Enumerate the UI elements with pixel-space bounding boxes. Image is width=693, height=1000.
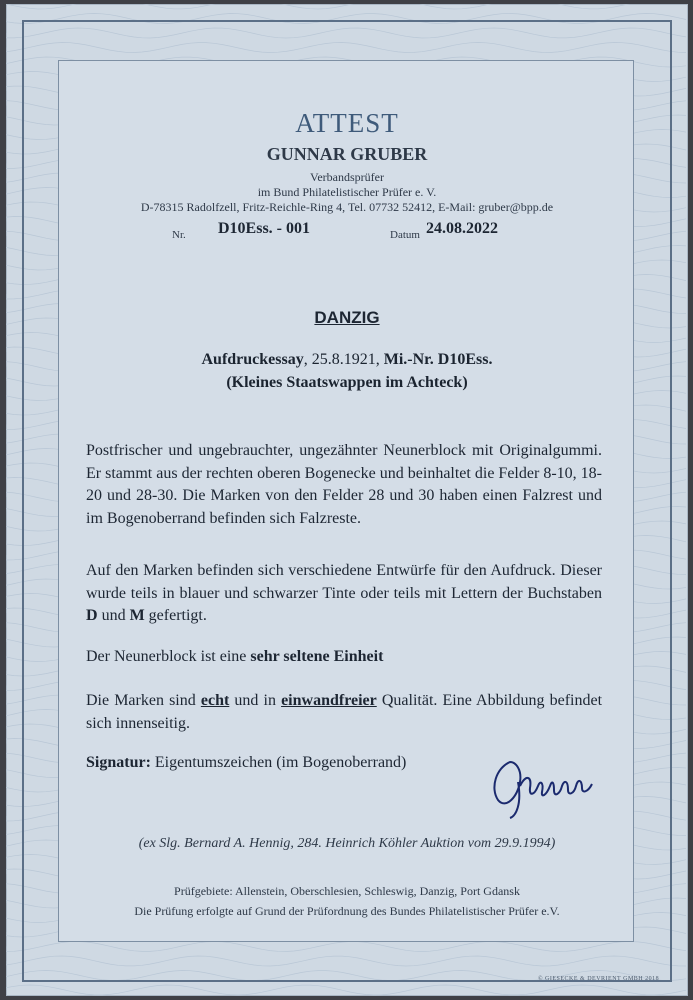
verdict-paragraph xyxy=(86,690,602,735)
rarity-text: Der Neunerblock ist eine xyxy=(86,648,251,665)
verdict-text-a: Die Marken sind xyxy=(86,692,201,709)
examiner-role: Verbandsprüfer xyxy=(310,170,384,184)
subject-heading: DANZIG xyxy=(314,308,380,327)
verdict-quality: einwandfreier xyxy=(281,692,377,709)
verdict-text-b: und in xyxy=(229,692,282,709)
examiner-name: GUNNAR GRUBER xyxy=(266,144,428,164)
design-text-und: und xyxy=(97,607,130,624)
number-label: Nr. xyxy=(172,229,186,241)
signature-line xyxy=(86,754,406,772)
catalog-number: Mi.-Nr. D10Ess. xyxy=(383,351,493,368)
rarity-paragraph xyxy=(86,646,602,669)
letter-d: D xyxy=(86,607,98,624)
certificate-sheet xyxy=(6,4,688,996)
handwritten-signature xyxy=(482,752,622,822)
essay-subtitle: (Kleines Staatswappen im Achteck) xyxy=(226,374,468,391)
verdict-text-c: Qualität. Eine Abbildung befindet sich innenseitig. xyxy=(86,692,603,732)
essay-label: Aufdruckessay xyxy=(201,351,304,368)
date-label: Datum xyxy=(390,229,420,241)
essay-date: , 25.8.1921, xyxy=(303,351,384,368)
examination-footnote: Die Prüfung erfolgte auf Grund der Prüfordnung des Bundes Philatelistischer Prüfer e.V. xyxy=(134,904,560,918)
signature-description: Eigentumszeichen (im Bogenoberrand) xyxy=(150,754,407,771)
design-text-b: gefertigt. xyxy=(144,607,207,624)
design-paragraph xyxy=(86,560,602,628)
certificate-date: 24.08.2022 xyxy=(426,220,498,237)
rarity-emphasis: sehr seltene Einheit xyxy=(250,648,384,665)
letter-m: M xyxy=(129,607,145,624)
printer-imprint: © GIESECKE & DEVRIENT GMBH 2018 xyxy=(538,976,660,982)
essay-line xyxy=(6,351,688,369)
description-paragraph: Postfrischer und ungebrauchter, ungezähnter Neunerblock mit Originalgummi. Er stammt aus der rechten oberen Bogenecke und beinhaltet die Felder 8-10, 18-20 und 28-30. Die Marken von den Felder 28 und 30 haben einen Falzrest und im Bogenoberrand befinden sich Falzreste. xyxy=(86,442,602,527)
provenance-note: (ex Slg. Bernard A. Hennig, 284. Heinrich Köhler Auktion vom 29.9.1994) xyxy=(138,836,556,851)
examiner-address: D-78315 Radolfzell, Fritz-Reichle-Ring 4, Tel. 07732 52412, E-Mail: gruber@bpp.de xyxy=(140,200,554,214)
certificate-number: D10Ess. - 001 xyxy=(218,220,311,237)
examination-areas: Prüfgebiete: Allenstein, Oberschlesien, Schleswig, Danzig, Port Gdansk xyxy=(174,884,520,898)
examiner-association: im Bund Philatelistischer Prüfer e. V. xyxy=(257,185,437,199)
certificate-title: ATTEST xyxy=(295,108,399,138)
signature-label: Signatur: xyxy=(86,754,151,771)
design-text-a: Auf den Marken befinden sich verschiedene Entwürfe für den Aufdruck. Dieser wurde teils in blauer und schwarzer Tinte oder teils mit Lettern der Buchstaben xyxy=(86,562,602,602)
verdict-genuine: echt xyxy=(200,692,230,709)
